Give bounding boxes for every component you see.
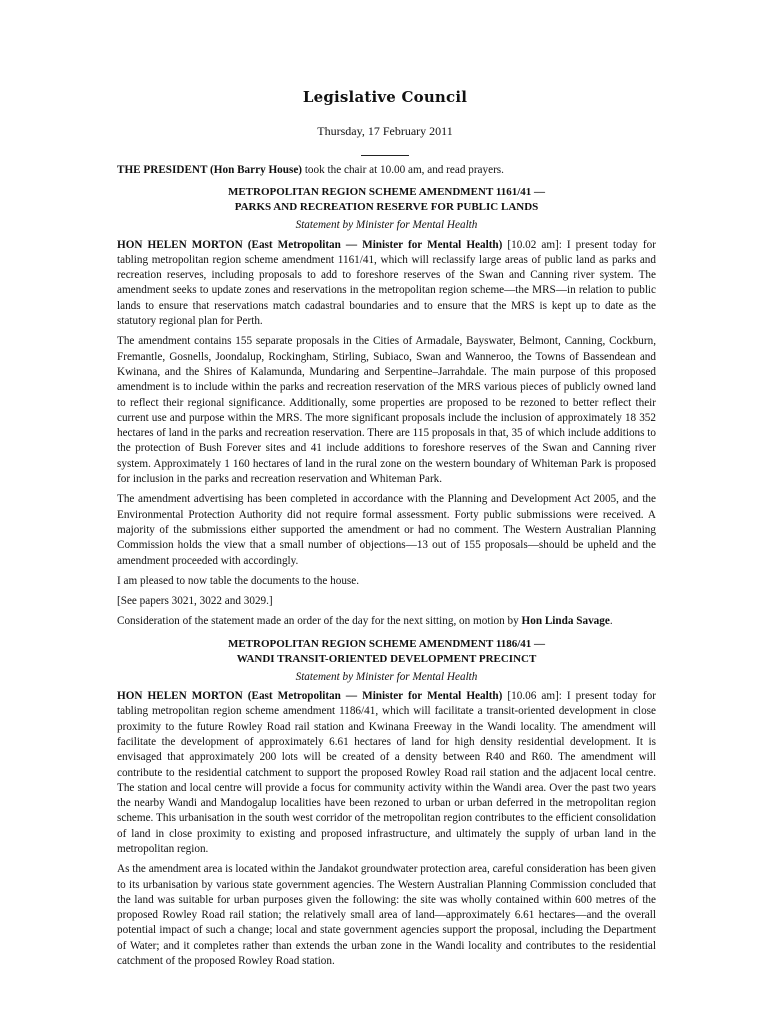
section1-paragraph-1 [117,238,656,330]
proceedings-body [117,163,656,974]
section1-p6-text: Consideration of the statement made an order of the day for the next sitting, on motion by [117,615,522,628]
section2-heading [117,637,656,667]
section1-subhead: Statement by Minister for Mental Health [295,219,478,232]
section2-paragraph-1 [117,689,656,857]
section2-heading-line1: METROPOLITAN REGION SCHEME AMENDMENT 1186/41 — [227,637,546,650]
section2-speaker: HON HELEN MORTON (East Metropolitan — Minister for Mental Health) [117,690,503,703]
sitting-date: Thursday, 17 February 2011 [317,124,453,138]
opening-text: took the chair at 10.00 am, and read prayers. [302,164,504,176]
section1-heading [117,185,656,215]
section1-p1-text: [10.02 am]: I present today for tabling metropolitan region scheme amendment 1161/41, which will reclassify large areas of public land as parks and recreation reserves, including proposals to add to foreshore reserves of the Swan and Canning river system. The amendment seeks to update zones and reservations in the metropolitan region scheme—the MRS—in relation to public lands to ensure that reservations match cadastral boundaries and to ensure that the MRS is kept up to date as the statutory regional plan for Perth. [117,238,656,328]
section1-heading-line2: PARKS AND RECREATION RESERVE FOR PUBLIC LANDS [234,201,539,214]
section1-paragraph-5: [See papers 3021, 3022 and 3029.] [117,595,273,608]
section1-paragraph-4: I am pleased to now table the documents to the house. [117,574,360,587]
section1-p6-end: . [609,615,613,628]
masthead-title: Legislative Council [302,88,468,106]
section1-heading-line1: METROPOLITAN REGION SCHEME AMENDMENT 1161/41 — [227,186,546,199]
opening-paragraph [117,163,656,178]
president-name: THE PRESIDENT (Hon Barry House) [117,164,303,176]
section2-heading-line2: WANDI TRANSIT-ORIENTED DEVELOPMENT PRECINCT [236,652,537,665]
divider-rule [361,155,409,156]
section2-subhead: Statement by Minister for Mental Health [295,670,478,683]
section1-paragraph-3: The amendment advertising has been completed in accordance with the Planning and Development Act 2005, and the Environmental Protection Authority did not require formal assessment. Forty public submissions were received. A majority of the submissions either supported the amendment or had no comment. The Western Australian Planning Commission holds the view that a small number of objections—13 out of 155 proposals—should be upheld and the amendment proceeded with accordingly. [117,493,656,567]
section1-paragraph-6 [117,614,656,629]
section1-speaker: HON HELEN MORTON (East Metropolitan — Minister for Mental Health) [117,238,503,251]
section1-paragraph-2: The amendment contains 155 separate proposals in the Cities of Armadale, Bayswater, Belmont, Canning, Cockburn, Fremantle, Gosnells, Joondalup, Rockingham, Stirling, Subiaco, Swan and Wanneroo, the Towns of Bassendean and Kwinana, and the Shires of Kalamunda, Mundaring and Serpentine–Jarrahdale. The main purpose of this proposed amendment is to include within the parks and recreation reservation of the MRS various pieces of publicly owned land to reflect their regional significance. Additionally, some properties are proposed to be rezoned to better reflect their current use and purpose within the MRS. The more significant proposals include the inclusion of approximately 18 352 hectares of land in the parks and recreation reservation. There are 115 proposals in that, 35 of which include additions to the protection of Bush Forever sites and 41 include additions to foreshore reserves of the Swan and Canning river system. Approximately 1 160 hectares of land in the rural zone on the western boundary of Whiteman Park is proposed for inclusion in the parks and recreation reservation and Whiteman Park. [117,335,656,486]
section1-p6-name: Hon Linda Savage [521,615,610,628]
section2-p1-text: [10.06 am]: I present today for tabling metropolitan region scheme amendment 1186/41, which will facilitate a transit-oriented development in close proximity to the future Rowley Road rail station and Kwinana Freeway in the Wandi locality. The amendment will facilitate the development of approximately 6.61 hectares of land for high density residential development. It is envisaged that approximately 200 lots will be created of a density between R40 and R60. The amendment will contribute to the residential catchment to support the proposed Rowley Road rail station and the adjacent local centre. The station and local centre will provide a focus for community activity within the Wandi area. Over the past two years the nearby Wandi and Mandogalup localities have been rezoned to urban or urban deferred in the metropolitan region scheme. This urbanisation in the south west corridor of the metropolitan region contributes to the efficient consolidation of land in close proximity to existing and proposed infrastructure, and ultimately the supply of urban land in the metropolitan region. [117,690,656,855]
section2-paragraph-2: As the amendment area is located within the Jandakot groundwater protection area, careful consideration has been given to its urbanisation by various state government agencies. The Western Australian Planning Commission concluded that the land was suitable for urban purposes given the following: the site was wholly contained within 600 metres of the proposed Rowley Road rail station; the relatively small area of land—approximately 6.61 hectares—and the overall potential impact of such a change; local and state government agencies support the proposal, including the Department of Water; and it completes rather than extends the urban zone in the Wandi locality and contributes to the residential catchment of the proposed Rowley Road station. [117,863,656,968]
